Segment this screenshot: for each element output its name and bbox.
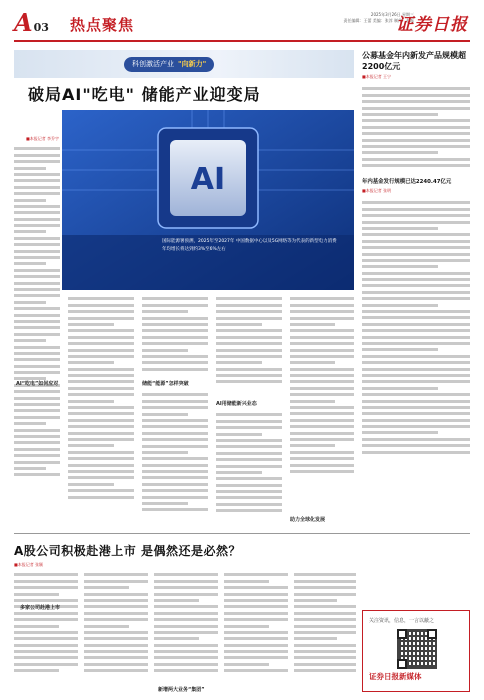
ai-chip-illustration	[62, 110, 354, 290]
issue-meta	[284, 12, 414, 24]
topic-tag-text: 科创激活产业	[132, 60, 174, 68]
qr-corner-icon	[397, 659, 407, 669]
feature-subhead-1: AI“吃电”如何应对	[16, 381, 59, 387]
bottom-column-3	[154, 570, 218, 692]
sidebar-column-1	[362, 84, 470, 174]
topic-banner	[14, 50, 354, 78]
bottom-byline: ■本报记者 张颖	[14, 562, 44, 567]
new-media-ad[interactable]	[362, 610, 470, 692]
topic-tag-accent: "向新力"	[178, 60, 207, 68]
feature-column-2	[68, 294, 134, 526]
feature-column-1	[14, 144, 60, 524]
feature-column-3	[142, 294, 208, 378]
qr-corner-icon	[427, 629, 437, 639]
sidebar-byline-2: ■本报记者 张明	[362, 188, 392, 193]
feature-column-5	[290, 294, 354, 526]
sidebar-column-2	[362, 198, 470, 488]
newspaper-logo: 证券日报	[396, 15, 468, 35]
bottom-column-5	[294, 570, 356, 692]
qr-corner-icon	[397, 629, 407, 639]
sidebar-subhead: 年内基金发行规模已达2240.47亿元	[362, 179, 452, 185]
page-number	[14, 8, 49, 37]
sidebar-article	[362, 50, 470, 530]
chip-label: AI	[190, 162, 226, 197]
sidebar-headline: 公募基金年内新发产品规模超2200亿元	[362, 51, 466, 71]
feature-headline: 破局AI"吃电" 储能产业迎变局	[28, 85, 261, 104]
feature-column-3b	[142, 390, 208, 526]
feature-column-4	[216, 294, 282, 394]
page-number-digits: 03	[33, 21, 49, 34]
bottom-column-4	[224, 570, 288, 692]
ad-title: 证券日报新媒体	[369, 672, 422, 681]
feature-column-4b	[216, 410, 282, 526]
feature-subhead-3: AI用储能新兴业态	[216, 401, 257, 407]
bottom-column-1	[14, 570, 78, 692]
header-divider	[14, 40, 470, 42]
ai-chip-graphic	[62, 110, 354, 290]
image-caption: 国际能源署预测，2025年至2027年 中国数据中心以及5G网络等为代表的新型电力消费 年均增长将达到约3%至6%左右	[162, 239, 337, 252]
bottom-headline: A股公司积极赴港上市 是偶然还是必然？	[14, 544, 241, 558]
bottom-column-2	[84, 570, 148, 692]
bottom-subhead-2: 新增两大业务“集团”	[158, 687, 205, 693]
feature-subhead-2: 储能“能源”怎样突破	[142, 381, 189, 387]
page-letter: A	[14, 8, 33, 37]
masthead	[14, 6, 470, 42]
issue-editors: 责任编辑：王蕾 美编：张淳 制作：赵磊	[343, 18, 414, 23]
feature-subhead-4: 助力全球化发展	[290, 517, 326, 523]
topic-tag	[124, 57, 214, 72]
issue-date: 2025年3月26日 星期三	[370, 12, 414, 17]
bottom-divider	[14, 533, 470, 534]
bottom-subhead-1: 多家公司赴港上市	[20, 605, 61, 611]
feature-byline: ■本报记者 李乔宇	[26, 136, 60, 141]
section-title: 热点聚焦	[70, 16, 135, 34]
sidebar-byline: ■本报记者 王宁	[362, 74, 392, 79]
ad-slogan: 关注资讯，信息，一言以蔽之	[369, 618, 435, 624]
feature-article	[14, 50, 354, 530]
